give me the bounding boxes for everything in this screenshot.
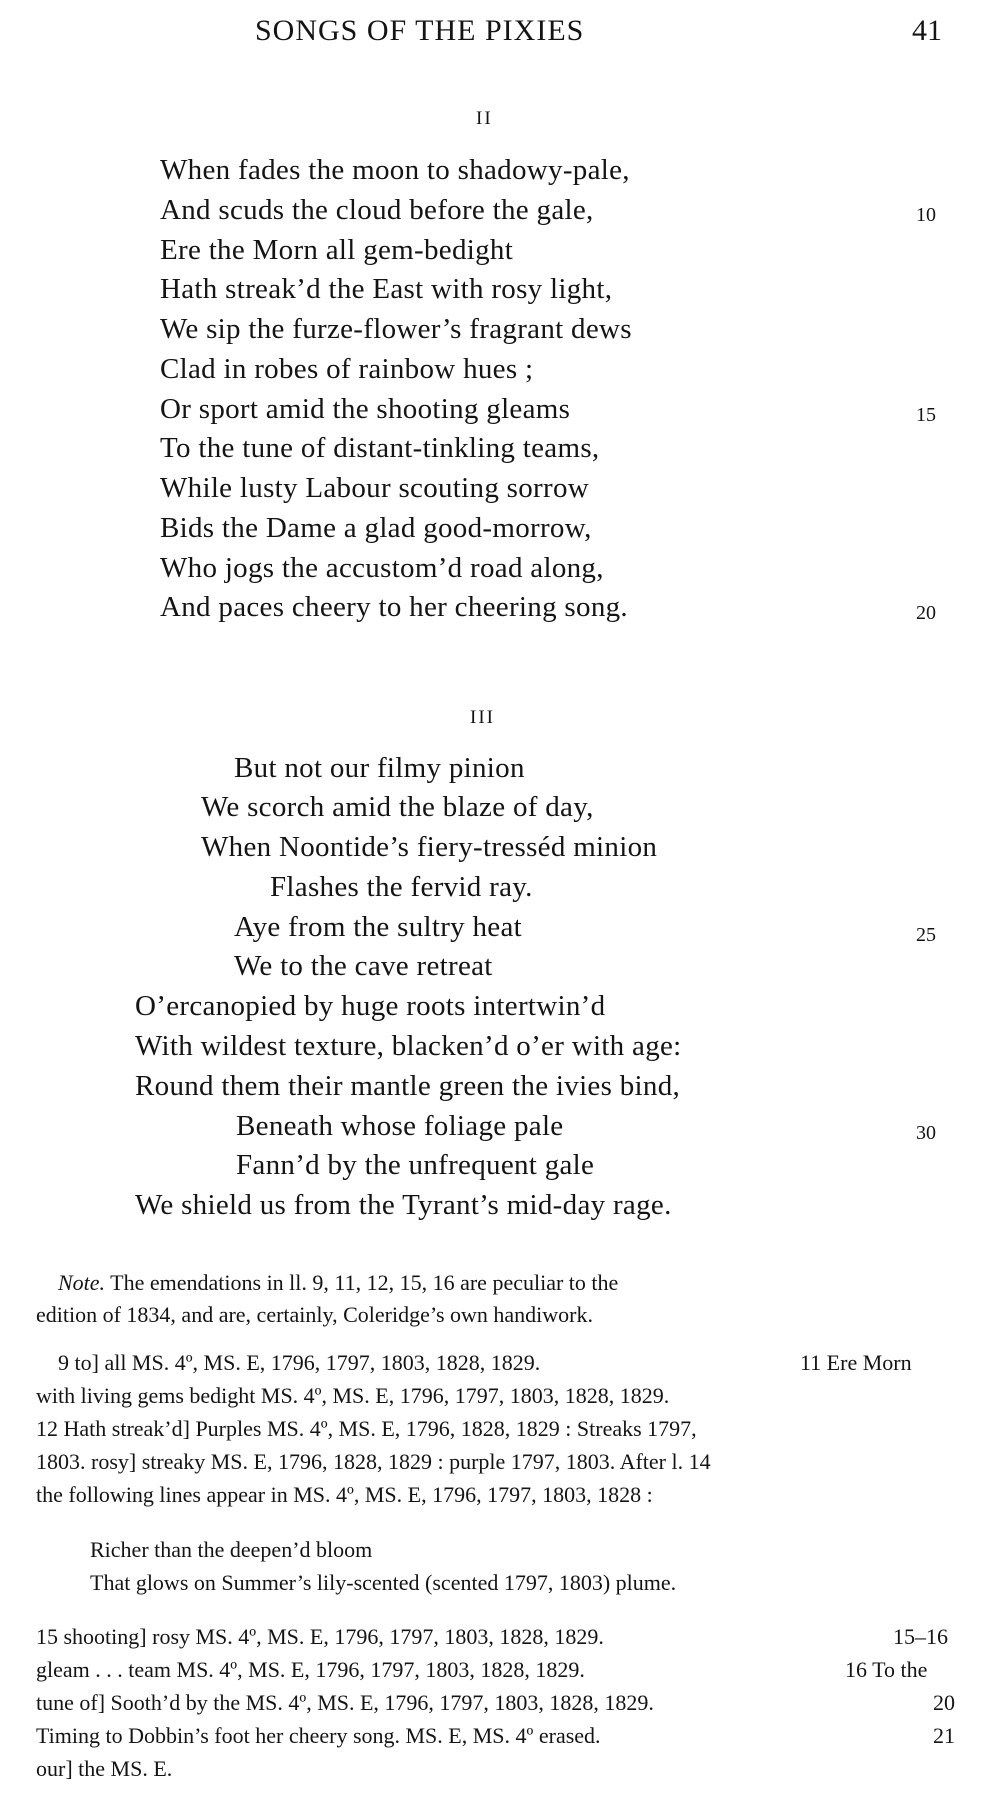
verse-line: With wildest texture, blacken’d o’er with age: bbox=[135, 1030, 682, 1062]
verse-line: And paces cheery to her cheering song. bbox=[160, 591, 628, 623]
line-number: 25 bbox=[916, 924, 936, 946]
apparatus-line: with living gems bedight MS. 4º, MS. E, 1796, 1797, 1803, 1828, 1829. bbox=[36, 1383, 670, 1408]
verse-line: Round them their mantle green the ivies bind, bbox=[135, 1070, 681, 1102]
apparatus-line: 21 bbox=[933, 1723, 955, 1748]
apparatus-line: tune of] Sooth’d by the MS. 4º, MS. E, 1796, 1797, 1803, 1828, 1829. bbox=[36, 1690, 654, 1715]
verse-line: Flashes the fervid ray. bbox=[270, 871, 533, 903]
apparatus-line: our] the MS. E. bbox=[36, 1756, 173, 1781]
verse-line: Ere the Morn all gem-bedight bbox=[160, 234, 514, 266]
verse-line: Clad in robes of rainbow hues ; bbox=[160, 353, 534, 385]
page-number: 41 bbox=[912, 14, 942, 47]
quoted-verse-line: That glows on Summer’s lily-scented (scented 1797, 1803) plume. bbox=[90, 1570, 677, 1595]
verse-line: Aye from the sultry heat bbox=[234, 911, 523, 943]
verse-line: O’ercanopied by huge roots intertwin’d bbox=[135, 990, 606, 1022]
section-heading-iii: III bbox=[470, 707, 495, 728]
verse-line: We scorch amid the blaze of day, bbox=[201, 791, 594, 823]
verse-line: Hath streak’d the East with rosy light, bbox=[160, 273, 613, 305]
note-line: edition of 1834, and are, certainly, Coleridge’s own handiwork. bbox=[36, 1302, 593, 1327]
apparatus-line: 15–16 bbox=[893, 1624, 948, 1649]
verse-line: To the tune of distant-tinkling teams, bbox=[160, 432, 600, 464]
verse-line: Bids the Dame a glad good-morrow, bbox=[160, 512, 592, 544]
verse-line: But not our filmy pinion bbox=[234, 752, 525, 784]
apparatus-line: 9 to] all MS. 4º, MS. E, 1796, 1797, 1803, 1828, 1829. bbox=[58, 1350, 541, 1375]
apparatus-line: 16 To the bbox=[845, 1657, 928, 1682]
verse-line: And scuds the cloud before the gale, bbox=[160, 194, 594, 226]
note-line bbox=[58, 1270, 618, 1296]
verse-line: Beneath whose foliage pale bbox=[236, 1110, 564, 1142]
apparatus-line: 12 Hath streak’d] Purples MS. 4º, MS. E, 1796, 1828, 1829 : Streaks 1797, bbox=[36, 1416, 697, 1441]
note-text: The emendations in ll. 9, 11, 12, 15, 16 are peculiar to the bbox=[110, 1270, 619, 1295]
apparatus-line: Timing to Dobbin’s foot her cheery song. MS. E, MS. 4º erased. bbox=[36, 1723, 601, 1748]
verse-line: We shield us from the Tyrant’s mid-day rage. bbox=[135, 1189, 672, 1221]
section-heading-ii: II bbox=[476, 108, 493, 129]
line-number: 10 bbox=[916, 204, 936, 226]
verse-line: Fann’d by the unfrequent gale bbox=[236, 1149, 595, 1181]
apparatus-line: 15 shooting] rosy MS. 4º, MS. E, 1796, 1797, 1803, 1828, 1829. bbox=[36, 1624, 604, 1649]
apparatus-line: the following lines appear in MS. 4º, MS. E, 1796, 1797, 1803, 1828 : bbox=[36, 1482, 653, 1507]
apparatus-line: gleam . . . team MS. 4º, MS. E, 1796, 1797, 1803, 1828, 1829. bbox=[36, 1657, 585, 1682]
verse-line: While lusty Labour scouting sorrow bbox=[160, 472, 590, 504]
verse-line: When fades the moon to shadowy-pale, bbox=[160, 154, 630, 186]
line-number: 20 bbox=[916, 602, 936, 624]
note-label: Note. bbox=[58, 1270, 106, 1295]
running-head: SONGS OF THE PIXIES bbox=[255, 14, 585, 47]
line-number: 15 bbox=[916, 404, 936, 426]
apparatus-line: 20 bbox=[933, 1690, 955, 1715]
line-number: 30 bbox=[916, 1122, 936, 1144]
verse-line: We to the cave retreat bbox=[234, 950, 493, 982]
verse-line: Who jogs the accustom’d road along, bbox=[160, 552, 604, 584]
verse-line: We sip the furze-flower’s fragrant dews bbox=[160, 313, 632, 345]
verse-line: When Noontide’s fiery-tresséd minion bbox=[201, 831, 658, 863]
quoted-verse-line: Richer than the deepen’d bloom bbox=[90, 1537, 373, 1562]
verse-line: Or sport amid the shooting gleams bbox=[160, 393, 571, 425]
apparatus-line: 1803. rosy] streaky MS. E, 1796, 1828, 1829 : purple 1797, 1803. After l. 14 bbox=[36, 1449, 711, 1474]
apparatus-line: 11 Ere Morn bbox=[800, 1350, 912, 1375]
